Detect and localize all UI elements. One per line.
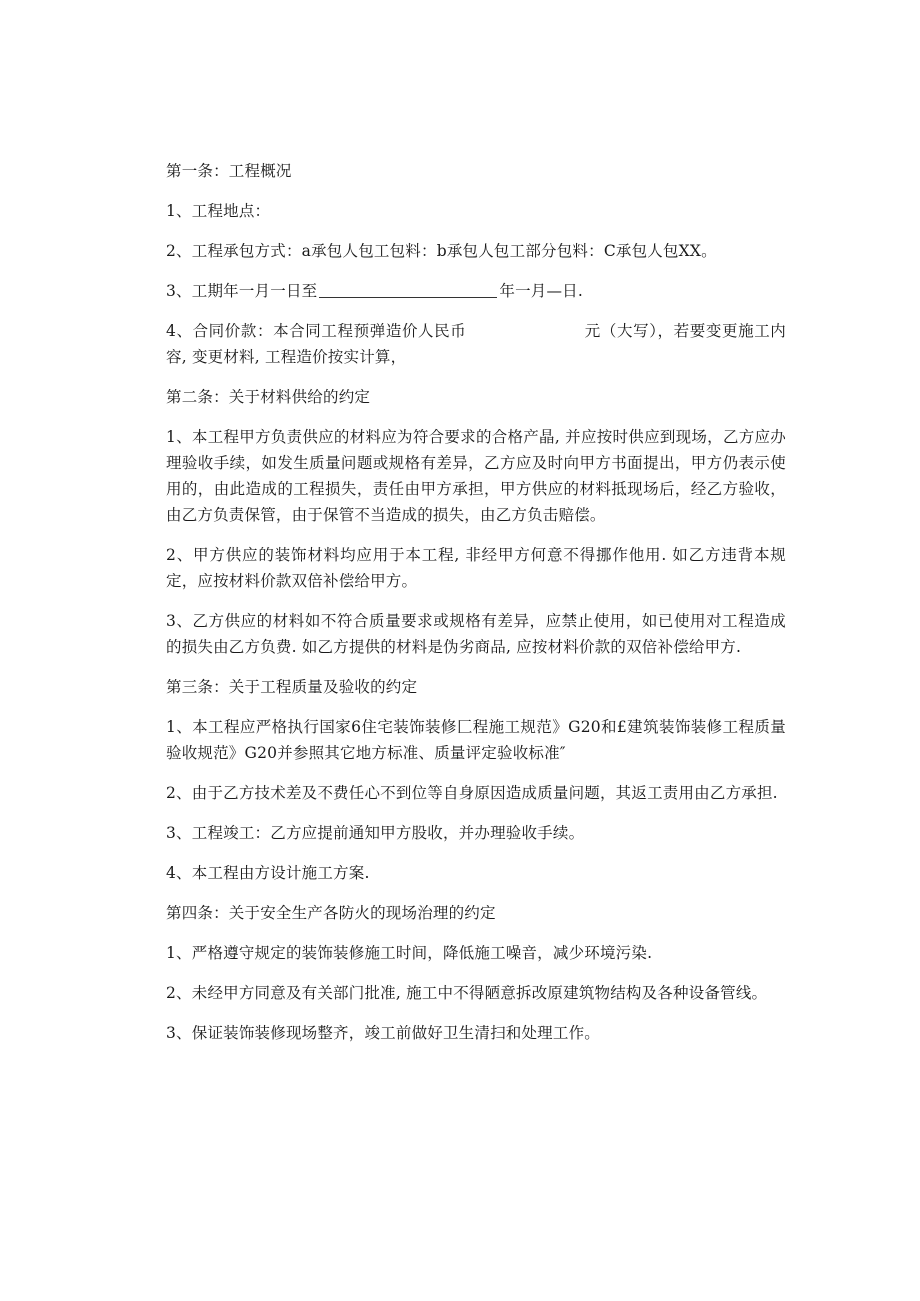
article-3-item-1: 1、本工程应严格执行国家6住宅装饰装修匚程施工规范》G20和£建筑装饰装修工程质量验收规范》G20并参照其它地方标准、质量评定验收标准″ xyxy=(166,718,786,762)
item-4-text-before: 4、合同价款：本合同工程预弹造价人民币 xyxy=(166,322,467,340)
article-4-item-3: 3、保证装饰装修现场整齐，竣工前做好卫生清扫和处理工作。 xyxy=(166,1024,600,1042)
item-4-text-after: 元（大写），若要变更施工内容, 变更材料, 工程造价按实计算， xyxy=(166,322,786,366)
item-3-text-before: 3、工期年一月一日至 xyxy=(166,282,318,300)
article-1-heading: 第一条：工程概况 xyxy=(166,162,292,180)
article-2-item-3: 3、乙方供应的材料如不符合质量要求或规格有差异，应禁止使用，如已使用对工程造成的损失由乙方负费. 如乙方提供的材料是伪劣商品, 应按材料价款的双倍补偿给甲方. xyxy=(166,612,786,656)
article-1-item-3 xyxy=(166,278,786,304)
article-2-item-2: 2、甲方供应的装饰材料均应用于本工程, 非经甲方何意不得挪作他用. 如乙方违背本规定，应按材料价款双倍补偿给甲方。 xyxy=(166,546,786,590)
article-3-item-4: 4、本工程由方设计施工方案. xyxy=(166,864,370,882)
article-4-item-2: 2、未经甲方同意及有关部门批准, 施工中不得陋意拆改原建筑物结构及各种设备管线。 xyxy=(166,984,768,1002)
article-2-heading: 第二条：关于材料供给的约定 xyxy=(166,388,371,406)
fill-in-blank-line xyxy=(319,281,497,298)
item-3-text-after: 年一月—日. xyxy=(499,282,584,300)
contract-body xyxy=(166,158,786,1060)
article-4-heading: 第四条：关于安全生产各防火的现场治理的约定 xyxy=(166,904,496,922)
article-1-item-1: 1、工程地点： xyxy=(166,202,271,220)
article-2-item-1: 1、本工程甲方负责供应的材料应为符合要求的合格产晶, 并应按时供应到现场，乙方应办理验收手续，如发生质量问题或规格有差异，乙方应及时向甲方书面提出，甲方仍表示使用的，由此造成的工程损失，责任由甲方承担，甲方供应的材料抵现场后，经乙方验收，由乙方负责保管，由于保管不当造成的损失，由乙方负击赔偿。 xyxy=(166,428,786,524)
article-1-item-2: 2、工程承包方式：a承包人包工包料：b承包人包工部分包料：C承包人包XX。 xyxy=(166,242,717,260)
article-3-heading: 第三条：关于工程质量及验收的约定 xyxy=(166,678,418,696)
article-3-item-3: 3、工程竣工：乙方应提前通知甲方股收，并办理验收手续。 xyxy=(166,824,585,842)
article-3-item-2: 2、由于乙方技术差及不费任心不到位等自身原因造成质量问题，其返工责用由乙方承担. xyxy=(166,784,778,802)
article-1-item-4 xyxy=(166,318,786,370)
article-4-item-1: 1、严格遵守规定的装饰装修施工时间，降低施工噪音，减少环境污染. xyxy=(166,944,653,962)
